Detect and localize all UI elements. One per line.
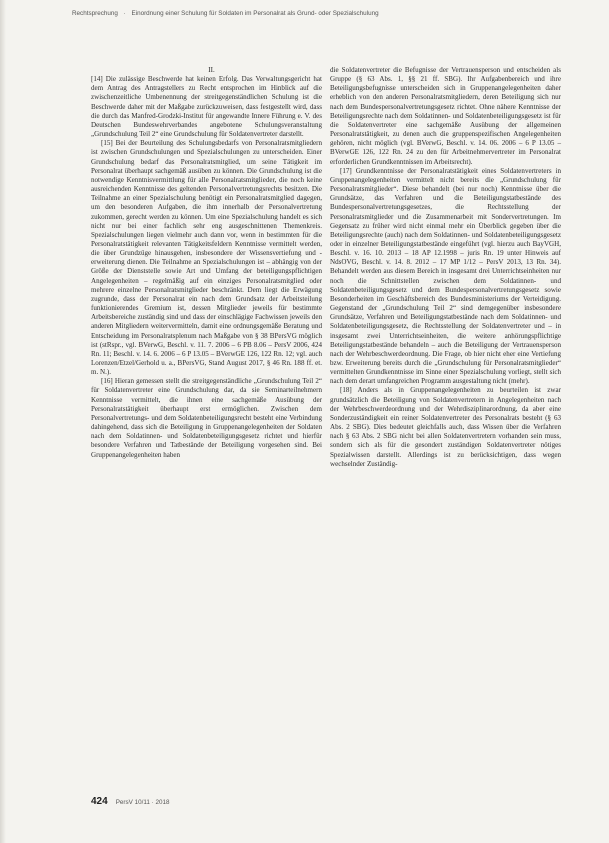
paragraph-17: [17] Grundkenntnisse der Personalratstätigkeit eines Soldatenvertreters in Gruppenangelegenheiten vermittelt nicht bereits die „Grundschulung für Personalratsmitglieder“. Diese behandelt (bei nur noch) Kenntnisse über die Grundsätze, das Verfahren und die Beteiligungstatbestände des Bundespersonalvertretungsgesetzes, die Rechtsstellung der Personalratsmitglieder und die Zusammenarbeit mit Sondervertretungen. Im Gegensatz zu früher wird nicht einmal mehr ein Überblick gegeben über die Beteiligungsrechte (auch) nach dem Soldatinnen- und Soldatenbeteiligungsgesetz oder in einzelner Beteiligungstatbestände eingeführt (vgl. hierzu auch BayVGH, Beschl. v. 16. 10. 2013 – 18 AP 12.1998 – juris Rn. 19 unter Hinweis auf NdsOVG, Beschl. v. 14. 8. 2012 – 17 MP 1/12 – PersV 2013, 13 Rn. 34). Behandelt werden aus diesem Bereich in insgesamt drei Unterrichtseinheiten nur noch die Schnittstellen zwischen dem Soldatinnen- und Soldatenbeteiligungsgesetz und dem Bundespersonalvertretungsgesetz sowie Besonderheiten im Geschäftsbereich des Bundesministeriums der Verteidigung. Gegenstand der „Grundschulung Teil 2“ sind demgegenüber insbesondere Grundsätze, Verfahren und Beteiligungstatbestände nach dem Soldatinnen- und Soldatenbeteiligungsgesetz, die Rechtsstellung der Soldatenvertreter und – in insgesamt zwei Unterrichtseinheiten, die weitere anhörungspflichtige Beteiligungstatbestände behandeln – auch die Beteiligung der Vertrauensperson nach der Wehrbeschwerdeordnung. Die Frage, ob hier nicht eher eine Vertiefung bzw. Erweiterung bereits durch die „Grundschulung für Personalratsmitglieder“ vermittelten Grundkenntnisse im Sinne einer Spezialschulung vorliegt, stellt sich nach dem derart umfangreichen Programm ausgestaltung nicht (mehr). <box>330 166 561 386</box>
page-spine-shadow <box>0 0 6 843</box>
section-mark: II. <box>208 66 215 74</box>
paragraph-15: [15] Bei der Beurteilung des Schulungsbedarfs von Personalratsmitgliedern ist zwischen Grundschulungen und Spezialschulungen zu unterscheiden. Einer Grundschulung bedarf das Personalratsmitglied, um seine Tätigkeit im Personalrat überhaupt sachgemäß ausüben zu können. Die Grundschulung ist die notwendige Kenntnisvermittlung für alle Personalratsmitglieder, die noch keine ausreichenden Kenntnisse des geltenden Personalvertretungsrechts besitzen. Die Teilnahme an einer Spezialschulung benötigt ein Personalratsmitglied dagegen, um den besonderen Aufgaben, die ihm innerhalb der Personalvertretung zukommen, gerecht werden zu können. Um eine Spezialschulung handelt es sich nicht nur bei einer fachlich sehr eng ausgeschnittenen Themenkreis. Spezialschulungen liegen vielmehr auch dann vor, wenn in bestimmten für die Personalratstätigkeit relevanten Tätigkeitsfeldern Kenntnisse vermittelt werden, die über Grundzüge hinausgehen, insbesondere der Wissensvertiefung und -erweiterung dienen. Die Teilnahme an Spezialschulungen ist – abhängig von der Größe der Dienststelle sowie Art und Umfang der beteiligungspflichtigen Angelegenheiten – regelmäßig auf ein einziges Personalratsmitglied oder mehrere einzelne Personalratsmitglieder beschränkt. Dem liegt die Erwägung zugrunde, dass der Personalrat ein nach dem Grundsatz der Arbeitsteilung funktionierendes Gremium ist, dessen Mitglieder jeweils für bestimmte Arbeitsbereiche zuständig sind und dass der einschlägige Fachwissen jeweils den anderen Mitgliedern weitervermitteln, damit eine ordnungsgemäße Beratung und Entscheidung im Personalratsplenum nach Maßgabe von § 38 BPersVG möglich ist (stRspr., vgl. BVerwG, Beschl. v. 11. 7. 2006 – 6 PB 8.06 – PersV 2006, 424 Rn. 11; Beschl. v. 14. 6. 2006 – 6 P 13.05 – BVerwGE 126, 122 Rn. 12; vgl. auch Lorenzen/Etzel/Gerhold u. a., BPersVG, Stand August 2017, § 46 Rn. 188 ff. et. m. N.). <box>91 139 322 377</box>
header-separator: · <box>123 10 126 17</box>
page-number: 424 <box>91 796 108 807</box>
paragraph-14: [14] Die zulässige Beschwerde hat keinen Erfolg. Das Verwaltungsgericht hat dem Antrag des Antragstellers zu Recht entsprochen im Hinblick auf die zwischenzeitliche Umbenennung der streitgegenständlichen Schulung ist die Beschwerde daher mit der Maßgabe zurückzuweisen, dass festgestellt wird, dass die durch das Manfred-Grodzki-Institut für angewandte Innere Führung e. V. des Deutschen Bundeswehrverbandes angebotene Schulungsveranstaltung „Grundschulung Teil 2“ eine Grundschulung für Soldatenvertreter darstellt. <box>91 75 322 139</box>
right-column <box>330 66 561 469</box>
journal-citation: PersV 10/11 · 2018 <box>115 799 170 806</box>
paragraph-16: [16] Hieran gemessen stellt die streitgegenständliche „Grundschulung Teil 2“ für Soldatenvertreter eine Grundschulung dar, da sie Seminarteilnehmern Kenntnisse vermittelt, die ihnen eine sachgemäße Ausübung der Personalratstätigkeit überhaupt erst ermöglichen. Zwischen dem Personalvertretungs- und dem Soldatenbeteiligungsrecht besteht eine Verbindung dahingehend, dass sich die Beteiligung in Gruppenangelegenheiten der Soldaten nach dem Soldatinnen- und Soldatenbeteiligungsgesetz richtet und hierfür besondere Verfahren und Tatbestände der Beteiligung vorgesehen sind. Bei Gruppenangelegenheiten haben <box>91 377 322 459</box>
running-header <box>72 10 552 17</box>
header-title: Einordnung einer Schulung für Soldaten im Personalrat als Grund- oder Spezialschulung <box>131 10 379 17</box>
header-section: Rechtsprechung <box>72 10 118 17</box>
paragraph-18: [18] Anders als in Gruppenangelegenheiten zu beurteilen ist zwar grundsätzlich die Beteiligung von Soldatenvertretern in Angelegenheiten nach der Wehrbeschwerdeordnung und der Wehrdisziplinarordnung, da aber eine Sonderzuständigkeit ein reiner Soldatenvertreter des Personalrats besteht (§ 63 Abs. 2 SBG). Dies bedeutet gleichfalls auch, dass Wissen über die Verfahren nach § 63 Abs. 2 SBG nicht bei allen Soldatenvertretern vorhanden sein muss, sondern sich als für die gesondert zuständigen Soldatenvertreter nötiges Spezialwissen darstellt. Allerdings ist zu berücksichtigen, dass wegen wechselnder Zuständig- <box>330 386 561 468</box>
page-footer <box>91 796 169 807</box>
left-column <box>91 66 322 460</box>
paragraph-16-continued: die Soldatenvertreter die Befugnisse der Vertrauensperson und entscheiden als Gruppe (§ 63 Abs. 1, §§ 21 ff. SBG). Ihr Aufgabenbereich und ihre Beteiligungsbefugnisse unterscheiden sich in Gruppenangelegenheiten daher erheblich von den anderen Personalratsmitgliedern, deren Beteiligung sich nur nach dem Bundespersonalvertretungsgesetz richtet. Ohne nähere Kenntnisse der Beteiligungsrechte nach dem Soldatinnen- und Soldatenbeteiligungsgesetz ist für die Soldatenvertreter eine sachgemäße Ausübung der allgemeinen Personalratstätigkeit, zu denen auch die gruppenspezifischen Angelegenheiten gehören, nicht möglich (vgl. BVerwG, Beschl. v. 14. 06. 2006 – 6 P 13.05 – BVerwGE 126, 122 Rn. 24 zu den für Arbeitnehmervertreter im Personalrat erforderlichen Grundkenntnissen im Arbeitsrecht). <box>330 66 561 166</box>
